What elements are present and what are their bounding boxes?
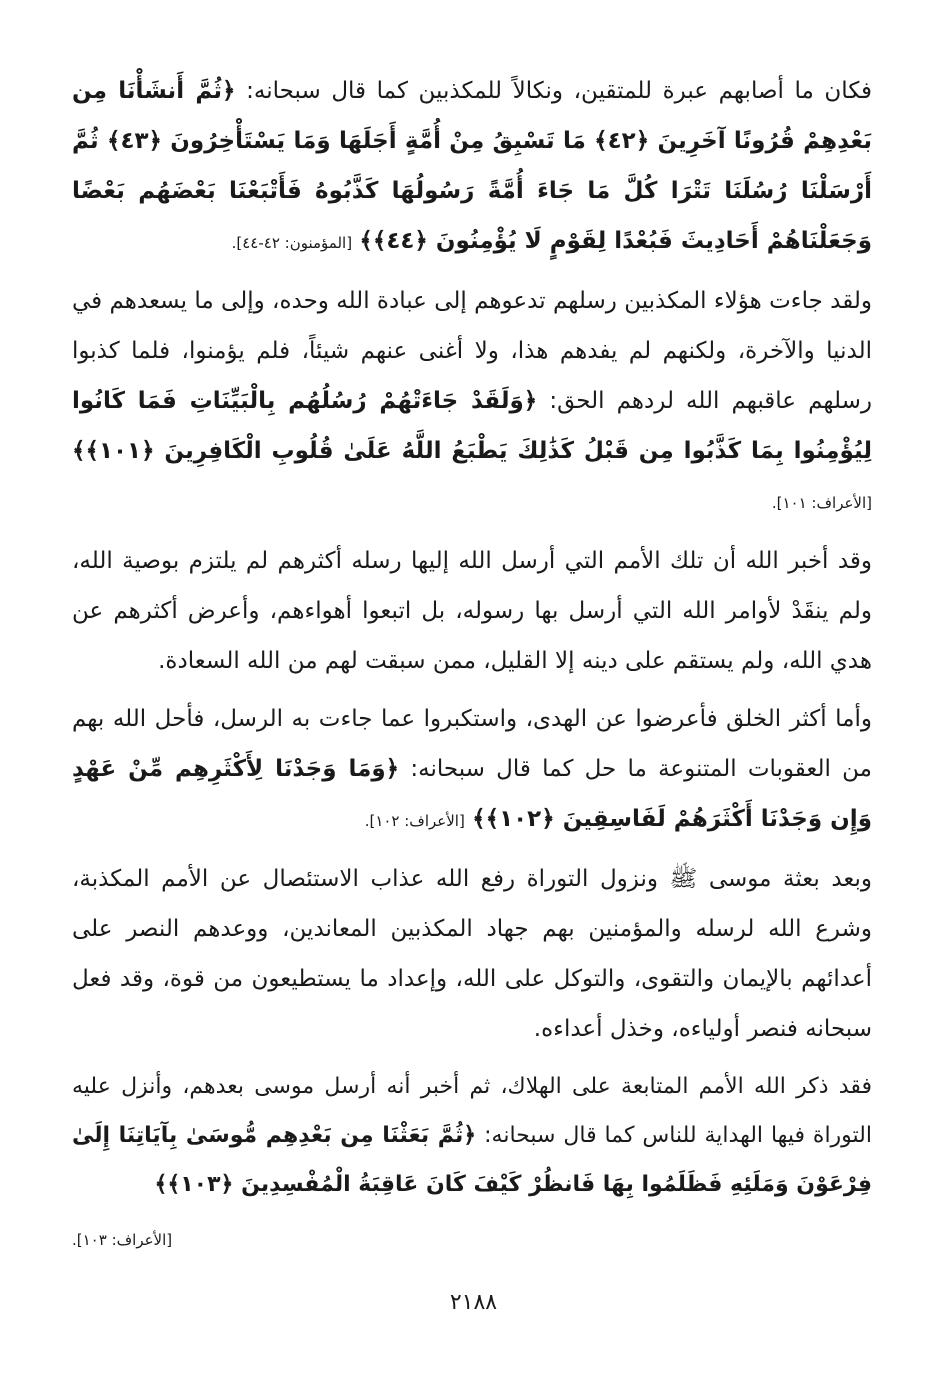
verse-reference: [الأعراف: ١٠٣]. xyxy=(72,1231,173,1249)
paragraph-2 xyxy=(72,276,872,528)
paragraph-1 xyxy=(72,66,872,268)
verse-reference: [الأعراف: ١٠٢]. xyxy=(364,812,465,830)
quran-verse: ﴿وَلَقَدْ جَاءَتْهُمْ رُسُلُهُم بِالْبَيِّنَاتِ فَمَا كَانُوا لِيُؤْمِنُوا بِمَا كَذَّبُوا مِن قَبْلُ كَذَٰلِكَ يَطْبَعُ اللَّهُ عَلَىٰ قُلُوبِ الْكَافِرِينَ ﴿١٠١﴾﴾ xyxy=(72,388,872,464)
verse-reference: [الأعراف: ١٠١]. xyxy=(771,494,872,512)
paragraph-6 xyxy=(72,1062,872,1209)
paragraph-5 xyxy=(72,854,872,1054)
verse-reference-line xyxy=(72,1213,872,1265)
quran-verse: ﴿ثُمَّ بَعَثْنَا مِن بَعْدِهِم مُّوسَىٰ بِآيَاتِنَا إِلَىٰ فِرْعَوْنَ وَمَلَئِهِ فَظَلَمُوا بِهَا فَانظُرْ كَيْفَ كَانَ عَاقِبَةُ الْمُفْسِدِينَ ﴿١٠٣﴾﴾ xyxy=(72,1123,872,1197)
paragraph-text: وبعد بعثة موسى ﷺ ونزول التوراة رفع الله عذاب الاستئصال عن الأمم المكذبة، وشرع الله لرسله والمؤمنين بهم جهاد المكذبين المعاندين، ووعدهم النصر على أعدائهم بالإيمان والتقوى، والتوكل على الله، وإعداد ما يستطيعون من قوة، وقد فعل سبحانه فنصر أولياءه، وخذل أعداءه. xyxy=(72,866,872,1042)
verse-reference: [المؤمنون: ٤٢-٤٤]. xyxy=(231,234,353,252)
quran-verse: ﴿ثُمَّ أَنشَأْنَا مِن بَعْدِهِمْ قُرُونًا آخَرِينَ ﴿٤٢﴾ مَا تَسْبِقُ مِنْ أُمَّةٍ أَجَلَهَا وَمَا يَسْتَأْخِرُونَ ﴿٤٣﴾ ثُمَّ أَرْسَلْنَا رُسُلَنَا تَتْرَا كُلَّ مَا جَاءَ أُمَّةً رَسُولُهَا كَذَّبُوهُ فَأَتْبَعْنَا بَعْضَهُم بَعْضًا وَجَعَلْنَاهُمْ أَحَادِيثَ فَبُعْدًا لِقَوْمٍ لَا يُؤْمِنُونَ ﴿٤٤﴾﴾ xyxy=(72,78,872,254)
paragraph-4 xyxy=(72,694,872,846)
paragraph-text: ولقد جاءت هؤلاء المكذبين رسلهم تدعوهم إلى عبادة الله وحده، وإلى ما يسعدهم في الدنيا والآخرة، ولكنهم لم يفدهم هذا، ولا أغنى عنهم شيئاً، فلم يؤمنوا، فلما كذبوا رسلهم عاقبهم الله لردهم الحق: xyxy=(72,288,872,414)
quran-verse: ﴿وَمَا وَجَدْنَا لِأَكْثَرِهِم مِّنْ عَهْدٍ وَإِن وَجَدْنَا أَكْثَرَهُمْ لَفَاسِقِينَ ﴿١٠٢﴾﴾ xyxy=(72,756,872,832)
paragraph-text: وقد أخبر الله أن تلك الأمم التي أرسل الله إليها رسله أكثرهم لم يلتزم بوصية الله، ولم ينقَدْ لأوامر الله التي أرسل بها رسوله، بل اتبعوا أهواءهم، وأعرض أكثرهم عن هدي الله، ولم يستقم على دينه إلا القليل، ممن سبقت لهم من الله السعادة. xyxy=(72,548,872,674)
paragraph-3 xyxy=(72,536,872,686)
paragraph-text: وأما أكثر الخلق فأعرضوا عن الهدى، واستكبروا عما جاءت به الرسل، فأحل الله بهم من العقوبات المتنوعة ما حل كما قال سبحانه: xyxy=(72,706,872,782)
paragraph-text: فقد ذكر الله الأمم المتابعة على الهلاك، ثم أخبر أنه أرسل موسى بعدهم، وأنزل عليه التوراة فيها الهداية للناس كما قال سبحانه: xyxy=(72,1074,873,1148)
page-number: ٢١٨٨ xyxy=(449,1290,498,1315)
page-body xyxy=(72,66,872,1265)
paragraph-text: فكان ما أصابهم عبرة للمتقين، ونكالاً للمكذبين كما قال سبحانه: xyxy=(246,78,873,104)
